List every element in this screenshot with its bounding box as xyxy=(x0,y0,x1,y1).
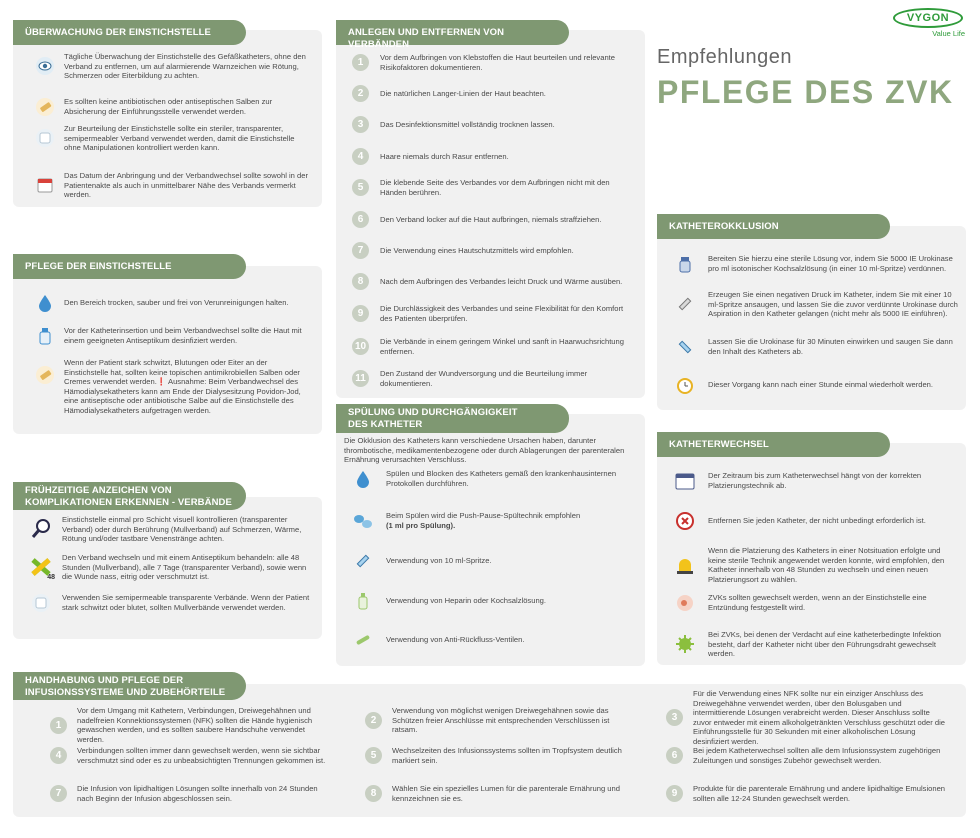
list-item xyxy=(352,510,636,532)
item-text: Den Zustand der Wundversorgung und die Beurteilung immer dokumentieren. xyxy=(380,369,588,388)
item-text: Nach dem Aufbringen des Verbandes leicht Druck und Wärme ausüben. xyxy=(380,276,623,286)
item-text: Den Verband wechseln und mit einem Antiseptikum behandeln: alle 48 Stunden (Mullverband), alle 7 Tage (transparenter Verband), sowie wenn die Wunde nass, eitrig oder verschmutzt ist. xyxy=(62,553,307,582)
item-text: Erzeugen Sie einen negativen Druck im Katheter, indem Sie mit einer 10 ml-Spritze ansaugen, und lassen Sie die zuvor verdünnte Urokinase durch Aspiration in den Katheter gelangen (nicht mehr als 5000 IE einführen). xyxy=(708,290,958,319)
list-item xyxy=(674,510,958,532)
numbered-item xyxy=(50,746,333,765)
ointment-tube-icon xyxy=(34,96,56,118)
syringe-icon xyxy=(674,336,696,358)
list-item xyxy=(34,52,312,81)
numbered-item xyxy=(352,53,634,72)
numbered-item xyxy=(50,706,333,744)
section-title: FRÜHZEITIGE ANZEICHEN VON KOMPLIKATIONEN ERKENNEN - VERBÄNDE xyxy=(13,482,246,510)
item-text: Die Infusion von lipidhaltigen Lösungen sollte innerhalb von 24 Stunden nach Beginn der Infusion abgeschlossen sein. xyxy=(77,784,318,803)
list-item xyxy=(34,96,312,118)
syringe-icon xyxy=(674,293,696,315)
eye-icon xyxy=(34,55,56,77)
numbered-item xyxy=(365,746,635,765)
item-text: Spülen und Blocken des Katheters gemäß den krankenhausinternen Protokollen durchführen. xyxy=(386,469,617,488)
item-text: Zur Beurteilung der Einstichstelle sollte ein steriler, transparenter, semipermeabler Verband verwendet werden, damit die Einstichstelle ohne Manipulationen kontrolliert werden kann. xyxy=(64,124,295,153)
item-text: Die Durchlässigkeit des Verbandes und seine Flexibilität für den Komfort des Patienten überprüfen. xyxy=(380,304,624,323)
item-text: Der Zeitraum bis zum Katheterwechsel hängt von der korrekten Platzierungstechnik ab. xyxy=(708,471,922,490)
valve-icon xyxy=(352,629,374,651)
item-text: Bei jedem Katheterwechsel sollten alle dem Infusionssystem zugehörigen Zuleitungen und sonstiges Zubehör gewechselt werden. xyxy=(693,746,941,765)
item-text-bold: (1 ml pro Spülung). xyxy=(386,521,456,530)
item-text: Beim Spülen wird die Push-Pause-Spültechnik empfohlen xyxy=(386,511,581,521)
siren-icon xyxy=(674,554,696,576)
item-text: Die Verbände in einem geringem Winkel und sanft in Haarwuchsrichtung entfernen. xyxy=(380,337,624,356)
numbered-item xyxy=(666,689,946,747)
step-number: 1 xyxy=(352,54,369,71)
item-text: Verwendung von 10 ml-Spritze. xyxy=(386,556,492,566)
step-number: 7 xyxy=(352,242,369,259)
water-drop-icon xyxy=(352,468,374,490)
item-text: Einstichstelle einmal pro Schicht visuell kontrollieren (transparenter Verband) oder durch Berührung (Mullverband) auf Schmerzen, Wärme, Rötung und/oder tastbare Venenstränge achten. xyxy=(62,515,302,544)
bandage-icon xyxy=(30,592,52,614)
section-title: ÜBERWACHUNG DER EINSTICHSTELLE xyxy=(13,20,246,45)
list-item xyxy=(674,374,958,396)
list-item xyxy=(30,515,312,544)
item-text: Vor der Katheterinsertion und beim Verbandwechsel sollte die Haut mit einem geeigneten Antiseptikum desinfiziert werden. xyxy=(64,326,302,345)
item-text: Den Verband locker auf die Haut aufbringen, niemals straffziehen. xyxy=(380,214,602,224)
item-text: Bei ZVKs, bei denen der Verdacht auf eine katheterbedingte Infektion besteht, darf der Katheter nicht über den Führungsdraht gewechselt werden. xyxy=(708,630,942,659)
step-number: 4 xyxy=(352,148,369,165)
step-number: 9 xyxy=(352,305,369,322)
item-text: Für die Verwendung eines NFK sollte nur ein einziger Anschluss des Dreiwegehähne verwendet werden, über den Bolusgaben und intermittierende Lösungen verabreicht werden. Dieser Anschluss sollte zuvor entweder mit einem alkoholgetränkten Verschluss geschützt oder die Einführungsstelle für 30 Sekunden mit einer alkoholischen Lösung desinfiziert werden. xyxy=(693,689,945,746)
step-number: 6 xyxy=(666,747,683,764)
list-item xyxy=(352,550,636,572)
item-text: Bereiten Sie hierzu eine sterile Lösung vor, indem Sie 5000 IE Urokinase pro ml isotonischer Kochsalzlösung (in einer 10 ml-Spritze) verdünnen. xyxy=(708,254,953,273)
numbered-item xyxy=(352,85,634,102)
item-text: Haare niemals durch Rasur entfernen. xyxy=(380,151,509,161)
section-title xyxy=(13,672,246,700)
item-text: Verwenden Sie semipermeable transparente Verbände. Wenn der Patient stark schwitzt oder blutet, sollten Mullverbände verwendet werden. xyxy=(62,593,310,612)
list-item xyxy=(674,630,958,659)
section-title xyxy=(336,404,569,433)
item-text: Die natürlichen Langer-Linien der Haut beachten. xyxy=(380,88,546,98)
item-text: Wechselzeiten des Infusionssystems sollten im Tropfsystem deutlich markiert sein. xyxy=(392,746,622,765)
item-text: Entfernen Sie jeden Katheter, der nicht unbedingt erforderlich ist. xyxy=(708,516,926,526)
section-title-line1: HANDHABUNG UND PFLEGE DER xyxy=(25,675,184,686)
step-number: 9 xyxy=(666,785,683,802)
section-title: KATHETEROKKLUSION xyxy=(657,214,890,239)
step-number: 6 xyxy=(352,211,369,228)
section-title-line2: INFUSIONSSYSTEME UND ZUBEHÖRTEILE xyxy=(25,687,226,698)
calendar-icon xyxy=(674,470,696,492)
list-item xyxy=(674,290,958,319)
step-number: 4 xyxy=(50,747,67,764)
step-number: 5 xyxy=(365,747,382,764)
alarm-clock-icon xyxy=(674,374,696,396)
step-number: 1 xyxy=(50,717,67,734)
item-text: Tägliche Überwachung der Einstichstelle des Gefäßkatheters, ohne den Verband zu entfernen, um auf alarmierende Warnzeichen wie Rötung, Schmerzen oder Eiterbildung zu achten. xyxy=(64,52,306,81)
bandage-icon xyxy=(34,127,56,149)
ointment-tube-icon xyxy=(34,364,56,386)
item-text: Verwendung von Heparin oder Kochsalzlösung. xyxy=(386,596,546,606)
step-number: 8 xyxy=(352,273,369,290)
list-item xyxy=(34,325,312,347)
list-item xyxy=(352,468,636,490)
numbered-item xyxy=(352,242,634,259)
list-item xyxy=(352,629,636,651)
numbered-item xyxy=(50,784,333,803)
step-number: 2 xyxy=(365,712,382,729)
list-item xyxy=(34,171,312,200)
item-text: Wenn der Patient stark schwitzt, Blutungen oder Eiter an der Einstichstelle hat, sollten keine topischen antimikrobiellen Salben oder Cremes verwendet werden.❗ Ausnahme: Beim Verbandwechsel des Hämodialysekatheters kann am Ende der Dialysesitzung Povidon-Jod, eine antiseptische oder antibiotische Salbe auf die Einstichstelle des Hämodialysekatheters aufgetragen werden. xyxy=(64,358,301,415)
item-text: Es sollten keine antibiotischen oder antiseptischen Salben zur Absicherung der Einführungsstelle verwendet werden. xyxy=(64,97,273,116)
item-text: Vor dem Umgang mit Kathetern, Verbindungen, Dreiwegehähnen und nadelfreien Konnektionssystemen (NFK) sollten die Hände hygienisch gewaschen werden, und es sollten saubere Handschuhe verwendet werden. xyxy=(77,706,313,744)
item-text: Den Bereich trocken, sauber und frei von Verunreinigungen halten. xyxy=(64,298,289,308)
magnifier-icon xyxy=(30,518,52,540)
item-text: Die klebende Seite des Verbandes vor dem Aufbringen nicht mit den Händen berühren. xyxy=(380,178,610,197)
numbered-item xyxy=(666,746,946,765)
numbered-item xyxy=(352,304,634,323)
list-item xyxy=(674,253,958,275)
antiseptic-bottle-icon xyxy=(34,325,56,347)
numbered-item xyxy=(666,784,946,803)
numbered-item xyxy=(352,116,634,133)
step-number: 11 xyxy=(352,370,369,387)
numbered-item xyxy=(352,337,634,356)
inflamed-skin-icon xyxy=(674,592,696,614)
list-item xyxy=(34,358,312,416)
section-intro: Die Okklusion des Katheters kann verschiedene Ursachen haben, darunter thrombotische, medikamentenbezogene oder durch Ablagerungen der parenteralen Ernährung verursachten Verschluss. xyxy=(344,436,625,465)
bottle-icon xyxy=(352,590,374,612)
numbered-item xyxy=(352,211,634,228)
item-text: Vor dem Aufbringen von Klebstoffen die Haut beurteilen und relevante Risikofaktoren dokumentieren. xyxy=(380,53,616,72)
vygon-logo xyxy=(893,8,965,38)
list-item xyxy=(30,553,312,582)
step-number: 10 xyxy=(352,338,369,355)
list-item xyxy=(674,470,958,492)
list-item xyxy=(30,592,312,614)
cross-circle-icon xyxy=(674,510,696,532)
numbered-item xyxy=(352,178,634,197)
list-item xyxy=(34,292,312,314)
numbered-item xyxy=(352,148,634,165)
step-number: 3 xyxy=(666,709,683,726)
vial-icon xyxy=(674,253,696,275)
germ-icon xyxy=(674,633,696,655)
step-number: 2 xyxy=(352,85,369,102)
list-item xyxy=(674,592,958,614)
item-text: ZVKs sollten gewechselt werden, wenn an der Einstichstelle eine Entzündung festgestellt wird. xyxy=(708,593,927,612)
item-text: Verwendung von Anti-Rückfluss-Ventilen. xyxy=(386,635,525,645)
item-text: Verbindungen sollten immer dann gewechselt werden, wenn sie sichtbar verschmutzt sind oder es zu unbeabsichtigten Trennungen gekommen ist. xyxy=(77,746,326,765)
section-title: KATHETERWECHSEL xyxy=(657,432,890,457)
list-item xyxy=(34,124,312,153)
logo-tagline: Value Life xyxy=(932,29,965,38)
subtitle: Empfehlungen xyxy=(657,46,792,68)
item-text: Das Datum der Anbringung und der Verbandwechsel sollte sowohl in der Patientenakte als auch in unmittelbarer Nähe des Verbands vermerkt werden. xyxy=(64,171,308,200)
numbered-item xyxy=(365,784,635,803)
calendar-icon xyxy=(34,174,56,196)
item-text: Wählen Sie ein spezielles Lumen für die parenterale Ernährung und kennzeichnen sie es. xyxy=(392,784,620,803)
section-title-line2: DES KATHETER xyxy=(348,419,423,430)
item-text: Produkte für die parenterale Ernährung und andere lipidhaltige Emulsionen sollten alle 12-24 Stunden gewechselt werden. xyxy=(693,784,946,803)
section-title: PFLEGE DER EINSTICHSTELLE xyxy=(13,254,246,279)
item-text: Dieser Vorgang kann nach einer Stunde einmal wiederholt werden. xyxy=(708,380,933,390)
syringe-icon xyxy=(352,550,374,572)
list-item xyxy=(674,336,958,358)
list-item xyxy=(674,546,958,584)
water-drop-icon xyxy=(34,292,56,314)
step-number: 5 xyxy=(352,179,369,196)
step-number: 8 xyxy=(365,785,382,802)
step-number: 7 xyxy=(50,785,67,802)
list-item xyxy=(352,590,636,612)
dressing-badge: 48 xyxy=(47,574,55,582)
item-text: Das Desinfektionsmittel vollständig trocknen lassen. xyxy=(380,119,555,129)
section-title: ANLEGEN UND ENTFERNEN VON VERBÄNDEN xyxy=(336,20,569,45)
section-title-line1: SPÜLUNG UND DURCHGÄNGIGKEIT xyxy=(348,407,518,418)
item-text: Verwendung von möglichst wenigen Dreiwegehähnen sowie das Schützen freier Anschlüsse mit entsprechenden Verschlüssen ist ratsam. xyxy=(392,706,610,735)
numbered-item xyxy=(352,273,634,290)
item-text: Lassen Sie die Urokinase für 30 Minuten einwirken und saugen Sie dann den Inhalt des Katheters ab. xyxy=(708,337,953,356)
item-text: Die Verwendung eines Hautschutzmittels wird empfohlen. xyxy=(380,245,574,255)
step-number: 3 xyxy=(352,116,369,133)
page-title: PFLEGE DES ZVK xyxy=(657,74,954,110)
drops-icon xyxy=(352,510,374,532)
logo-wordmark: VYGON xyxy=(893,8,963,28)
numbered-item xyxy=(365,706,635,735)
dressing-48-icon xyxy=(30,556,55,582)
item-text: Wenn die Platzierung des Katheters in einer Notsituation erfolgte und keine sterile Technik angewendet werden konnte, wird empfohlen, den Katheter innerhalb von 48 Stunden zu wechseln und einen neuen Platzierungsort zu wählen. xyxy=(708,546,945,584)
numbered-item xyxy=(352,369,634,388)
